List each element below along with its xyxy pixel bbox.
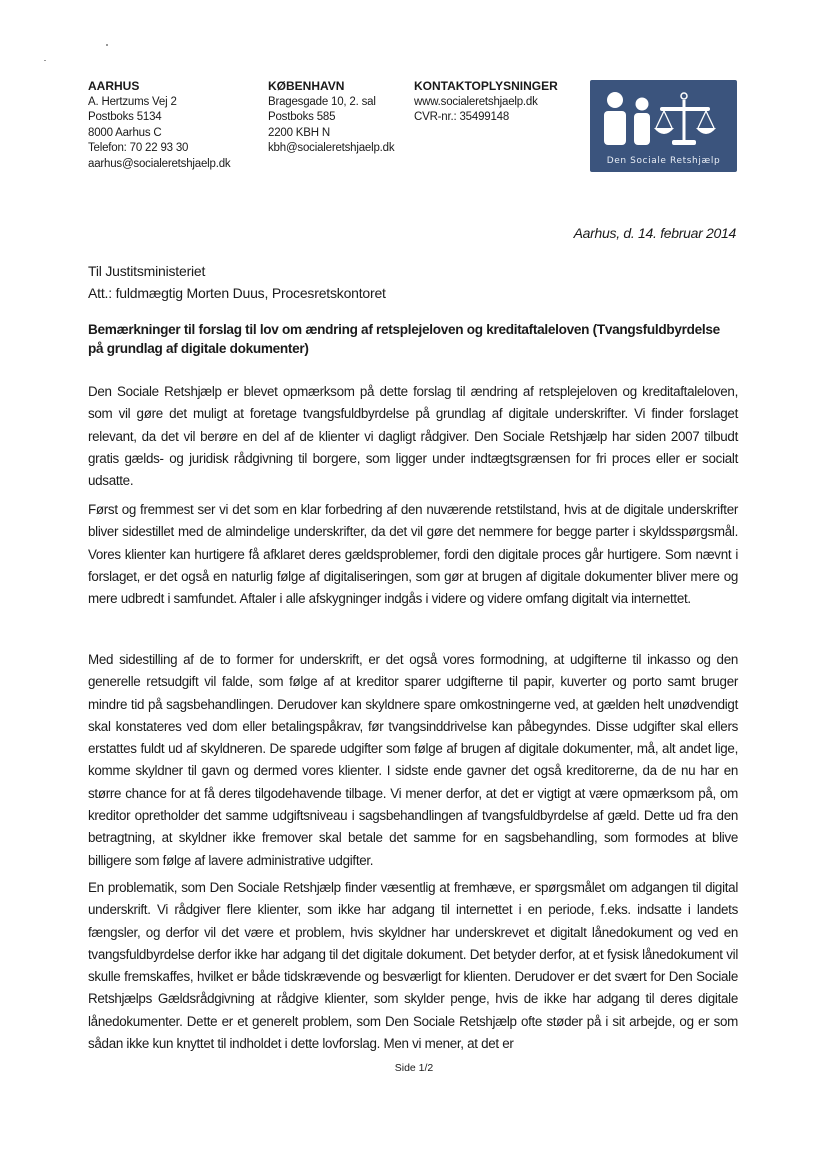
recipient-line: Til Justitsministeriet — [88, 263, 206, 279]
address-kobenhavn — [268, 79, 394, 157]
body-paragraph: Med sidestilling af de to former for underskrift, er det også vores formodning, at udgifterne til inkasso og den generelle retsudgift vil falde, som følge af at kreditor sparer udgifterne til papir, kuverter og porto samt bruger mindre tid på sagsbehandlingen. Derudover kan skyldnere spare omkostningerne ved, at gælden helt unødvendigt skal konstateres ved dom eller betalingspåkrav, før tvangsinddrivelse kan påbegyndes. Disse udgifter skal ellers erstattes fuldt ud af skyldneren. De sparede udgifter som følge af brugen af digitale dokumenter, må, alt andet lige, komme skyldner til gavn og dermed vores klienter. I sidste ende gavner det også kreditorerne, da de nu har en større chance for at få deres tilgodehavende tilbage. Vi mener derfor, at det er vigtigt at være opmærksom på, om kreditor opretholder det samme udgiftsniveau i sagsbehandlingen af tvangsfuldbyrdelse af gæld. Dette ud fra den betragtning, at skyldner ikke fremover skal betale det samme for en sagsbehandling, som formodes at blive billigere som følge af lavere administrative udgifter. — [88, 652, 738, 868]
address-line: 2200 KBH N — [268, 126, 330, 139]
phone-number: Telefon: 70 22 93 30 — [88, 142, 189, 154]
email-kobenhavn: kbh@socialeretshjaelp.dk — [268, 142, 395, 154]
organization-logo — [590, 80, 737, 172]
letter-date: Aarhus, d. 14. februar 2014 — [573, 225, 736, 241]
page-number: Side 1/2 — [394, 1062, 434, 1074]
address-line: 8000 Aarhus C — [88, 126, 162, 139]
logo-text: Den Sociale Retshjælp — [606, 156, 721, 166]
address-aarhus-title: AARHUS — [88, 79, 140, 93]
address-line: A. Hertzums Vej 2 — [88, 95, 177, 108]
recipient-block — [88, 260, 386, 304]
attention-line: Att.: fuldmægtig Morten Duus, Procesretskontoret — [88, 285, 386, 301]
contact-info — [414, 79, 558, 126]
website: www.socialeretshjaelp.dk — [414, 95, 538, 108]
address-kobenhavn-title: KØBENHAVN — [268, 79, 345, 93]
address-line: Bragesgade 10, 2. sal — [268, 95, 376, 108]
body-paragraph: Den Sociale Retshjælp er blevet opmærksom på dette forslag til ændring af retsplejeloven og kreditaftaleloven, som vil gøre det muligt at foretage tvangsfuldbyrdelse på grundlag af digitale underskrifter. Vi finder forslaget relevant, da det vil berøre en del af de klienter vi dagligt rådgiver. Den Sociale Retshjælp har siden 2007 tilbudt gratis gælds- og juridisk rådgivning til borgere, som ligger under indtægtsgrænsen for fri proces eller er socialt udsatte. — [88, 384, 738, 489]
scan-speck — [44, 60, 46, 61]
scan-speck — [106, 44, 108, 46]
cvr-number: CVR-nr.: 35499148 — [414, 111, 510, 123]
address-line: Postboks 5134 — [88, 111, 162, 123]
address-line: Postboks 585 — [268, 111, 336, 123]
body-paragraph: Først og fremmest ser vi det som en klar forbedring af den nuværende retstilstand, hvis at de digitale underskrifter bliver sidestillet med de almindelige underskrifter, da det vil gøre det nemmere for begge parter i skyldsspørgsmål. Vores klienter kan hurtigere få afklaret deres gældsproblemer, fordi den digitale proces går hurtigere. Som nævnt i forslaget, er det også en naturlig følge af digitaliseringen, som gør at brugen af digitale dokumenter bliver mere og mere udbredt i samfundet. Aftaler i alle afskygninger indgås i videre og videre omfang digitalt via internettet. — [88, 502, 738, 607]
address-aarhus — [88, 79, 230, 172]
email-aarhus: aarhus@socialeretshjaelp.dk — [88, 157, 231, 170]
letter-subject: Bemærkninger til forslag til lov om ændring af retsplejeloven og kreditaftaleloven (Tvangsfuldbyrdelse på grundlag af digitale dokumenter) — [88, 322, 720, 356]
body-paragraph: En problematik, som Den Sociale Retshjælp finder væsentlig at fremhæve, er spørgsmålet om adgangen til digital underskrift. Vi rådgiver flere klienter, som ikke har adgang til internettet i en periode, f.eks. indsatte i landets fængsler, og derfor vil det være et problem, hvis skyldner har underskrevet et digitalt lånedokument og ved en tvangsfuldbyrdelse derfor ikke har adgang til det digitale dokument. Det betyder derfor, at et fysisk lånedokument vil skulle fremskaffes, hvilket er både tidskrævende og besværligt for klienten. Derudover er det svært for Den Sociale Retshjælps Gældsrådgivning at rådgive klienter, som skylder penge, hvis de ikke har adgang til deres digitale lånedokumenter. Dette er et generelt problem, som Den Sociale Retshjælp ofte støder på i sit arbejde, og er som sådan ikke kun knyttet til indholdet i dette lovforslag. Men vi mener, at det er — [88, 880, 738, 1052]
contact-info-title: KONTAKTOPLYSNINGER — [414, 79, 558, 93]
